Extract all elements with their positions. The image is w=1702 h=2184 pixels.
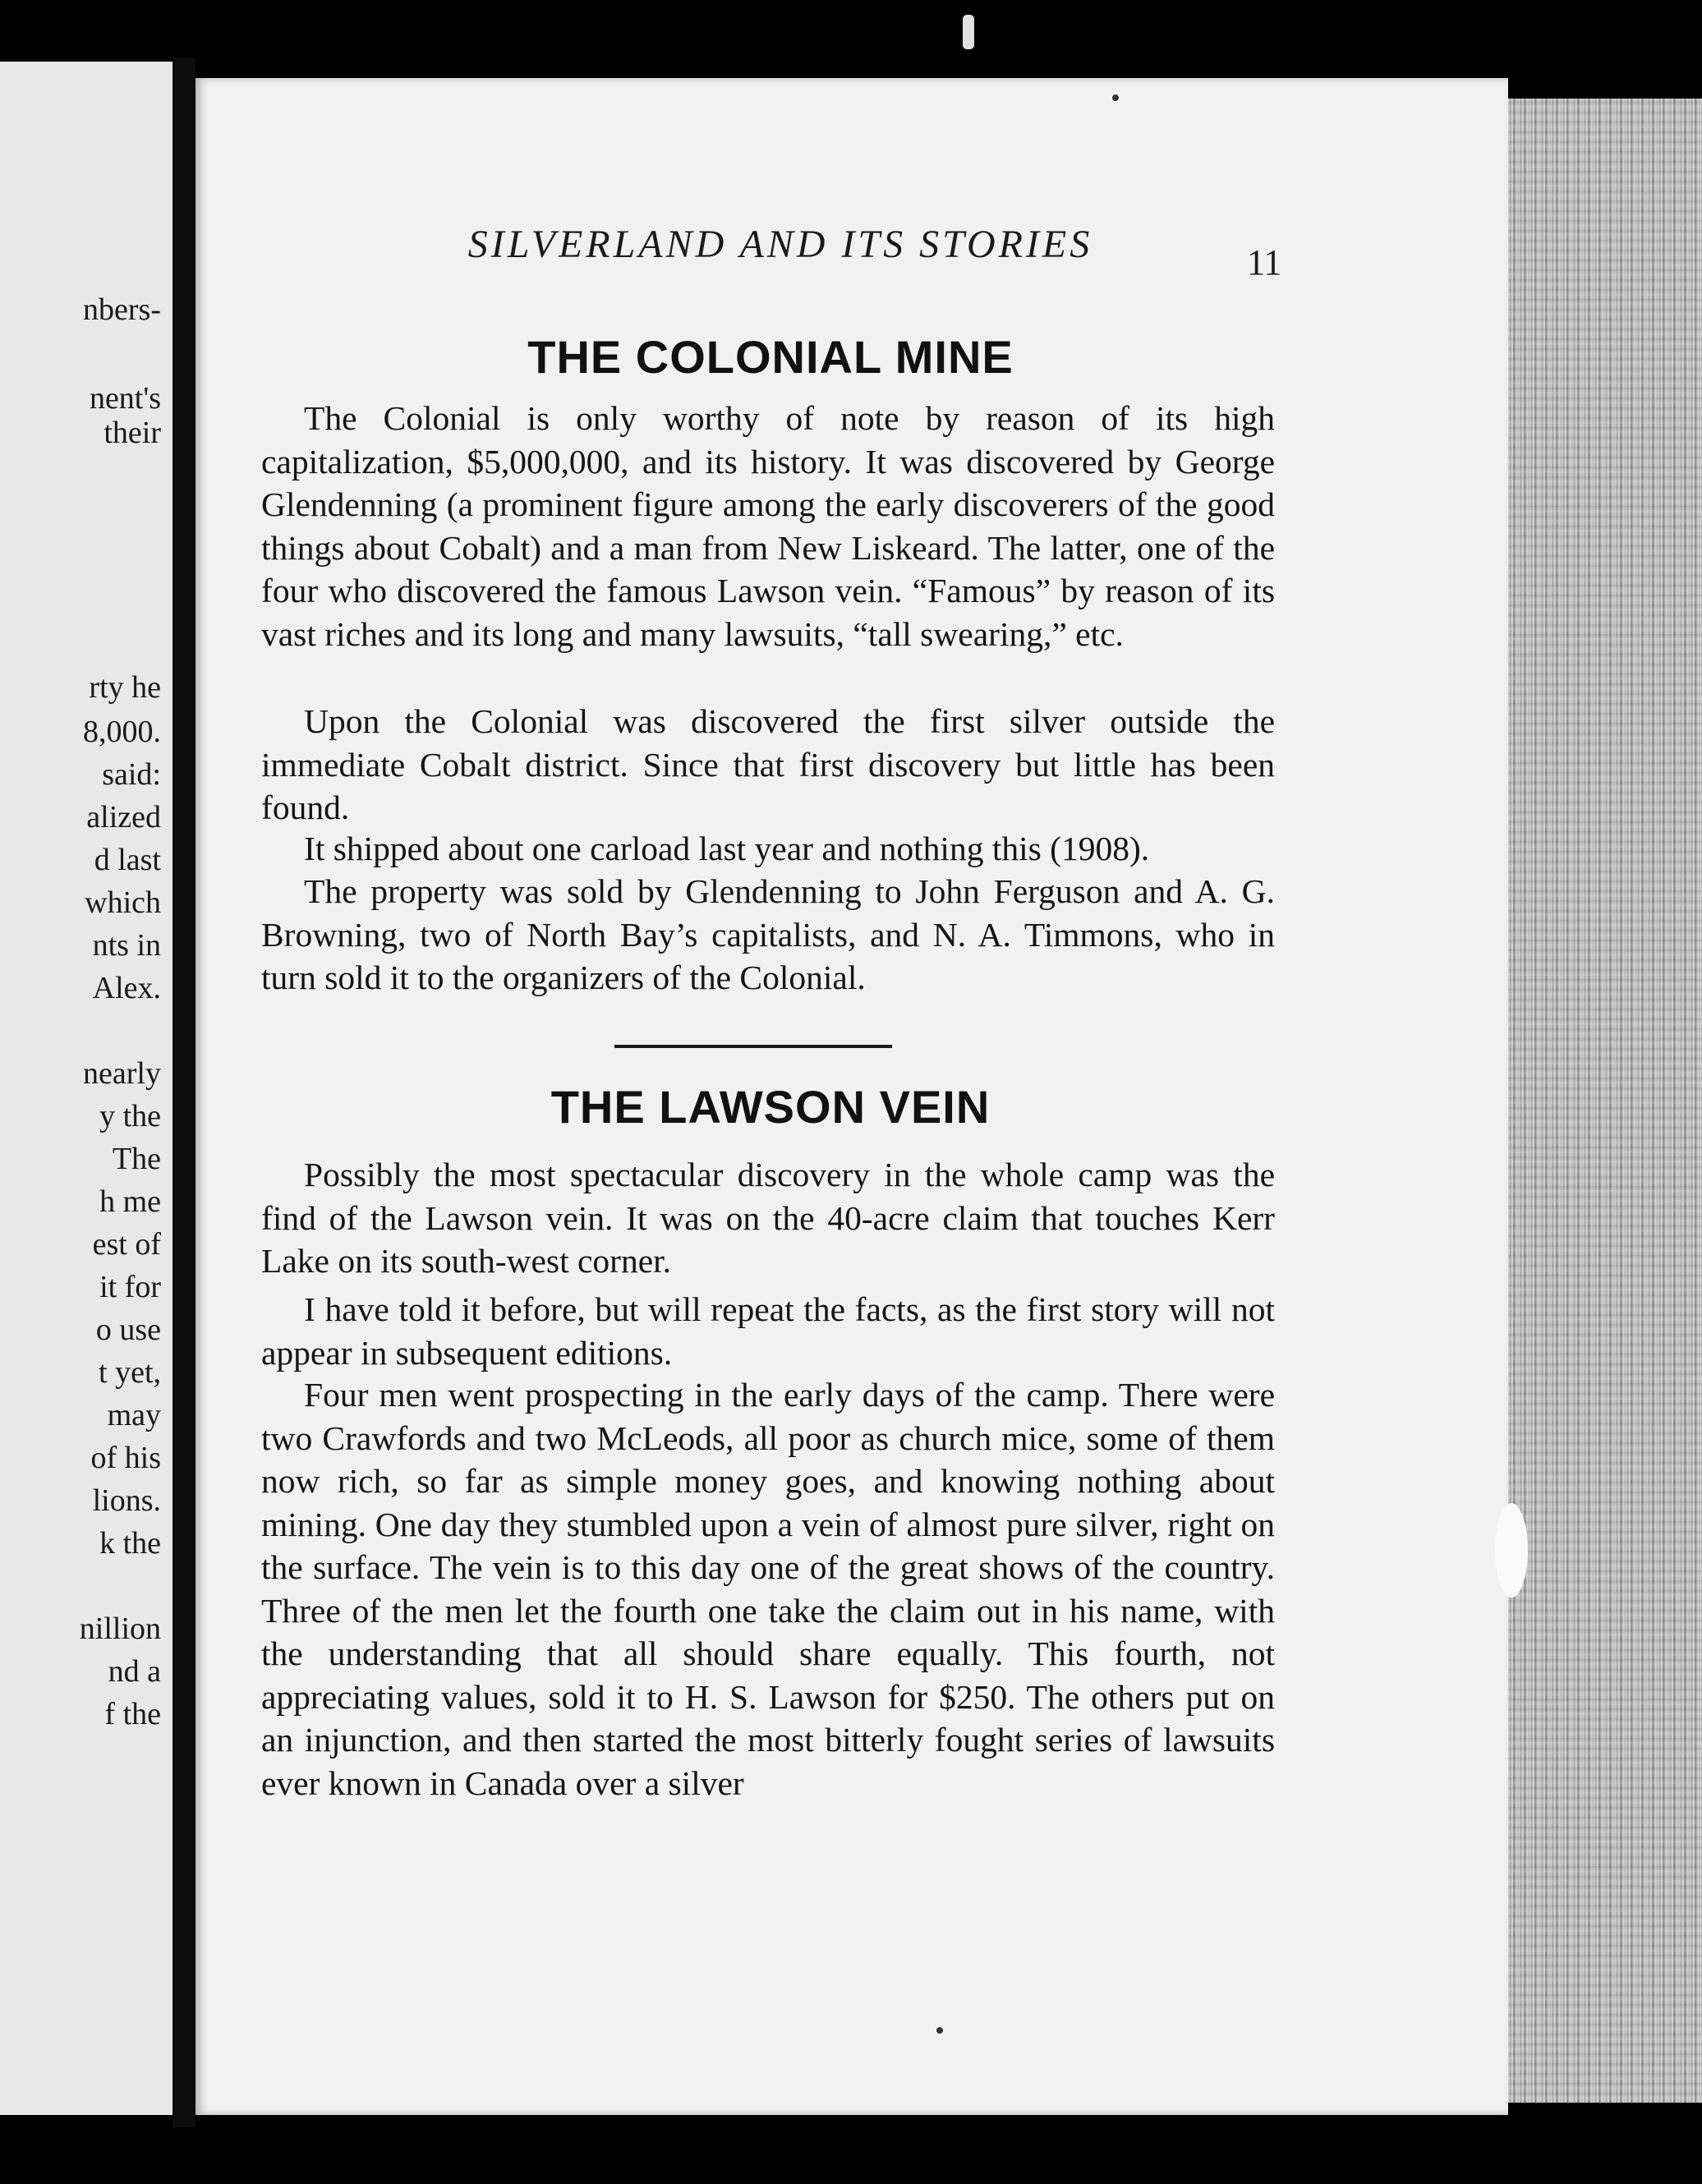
section-title-lawson-vein: THE LAWSON VEIN — [550, 1081, 991, 1133]
left-page-fragment: it for — [99, 1270, 161, 1304]
left-page-fragment: may — [107, 1398, 161, 1432]
paragraph: It shipped about one carload last year and nothing this (1908). — [304, 830, 1150, 867]
scan-artifact-spot — [1495, 1503, 1528, 1598]
left-page-fragment: nillion — [79, 1612, 161, 1646]
left-page-fragment: nearly — [83, 1056, 161, 1091]
left-page-fragment: The — [112, 1142, 161, 1176]
left-page-fragment: rty he — [89, 670, 161, 705]
left-page-fragment: their — [104, 416, 161, 450]
left-page-fragment: o use — [95, 1313, 161, 1347]
section-title-colonial-mine: THE COLONIAL MINE — [527, 331, 1014, 383]
left-page-fragment: y the — [99, 1099, 161, 1133]
left-page-fragment: k the — [99, 1526, 161, 1561]
scan-speck — [1112, 94, 1119, 101]
paragraph: Four men went prospecting in the early days of the camp. There were two Crawfords and two McLeods, all poor as church mice, some of them now rich, so far as simple money goes, and knowing nothing about mining. One day they stumbled upon a vein of almost pure silver, right on the surface. The vein is to this day one of the great shows of the country. Three of the men let the fourth one take the claim out in his name, with the understanding that all should share equally. This fourth, not appreciating values, sold it to H. S. Lawson for $250. The others put on an injunction, and then started the most bitterly fought series of lawsuits ever known in Canada over a silver — [261, 1376, 1275, 1802]
paragraph: Upon the Colonial was discovered the first silver outside the immediate Cobalt district. Since that first discovery but little has been found. — [261, 702, 1275, 826]
paragraph: The Colonial is only worthy of note by reason of its high capitalization, $5,000,000, and its history. It was discovered by George Glendenning (a prominent figure among the early discoverers of the good things about Cobalt) and a man from New Liskeard. The latter, one of the four who discovered the famous Lawson vein. “Famous” by reason of its vast riches and its long and many lawsuits, “tall swearing,” etc. — [261, 399, 1275, 653]
left-page-fragment: Alex. — [92, 971, 161, 1005]
left-page-fragment: alized — [86, 800, 161, 835]
book-gutter — [172, 57, 196, 2127]
section-divider — [614, 1045, 892, 1048]
left-page-fragment: which — [85, 885, 161, 920]
left-page-fragment: nbers- — [83, 292, 161, 327]
left-page-fragment: f the — [104, 1697, 161, 1731]
left-page-fragment: est of — [92, 1227, 161, 1262]
left-page-fragment: nent's — [89, 381, 161, 416]
left-page-fragment: said: — [102, 757, 161, 792]
scan-speck — [936, 2027, 943, 2034]
left-facing-page — [0, 62, 172, 2115]
left-page-fragment: t yet, — [99, 1355, 161, 1390]
left-page-fragment: lions. — [92, 1483, 161, 1518]
scan-artifact-mark — [963, 15, 974, 49]
running-head: SILVERLAND AND ITS STORIES — [467, 223, 1093, 266]
left-page-fragment: d last — [94, 843, 161, 877]
paragraph: Possibly the most spectacular discovery in the whole camp was the find of the Lawson vein. It was on the 40-acre claim that touches Kerr Lake on its south-west corner. — [261, 1156, 1275, 1280]
page-number: 11 — [1247, 242, 1282, 283]
paragraph: I have told it before, but will repeat the facts, as the first story will not appear in subsequent editions. — [261, 1290, 1275, 1372]
left-page-fragment: nd a — [108, 1654, 161, 1689]
left-page-fragment: of his — [90, 1441, 161, 1475]
left-page-fragment: h me — [99, 1184, 161, 1219]
left-page-fragment: nts in — [92, 928, 161, 963]
page-edges — [1508, 99, 1702, 2103]
left-page-fragment: 8,000. — [83, 715, 161, 749]
paragraph: The property was sold by Glendenning to John Ferguson and A. G. Browning, two of North Bay’s capitalists, and N. A. Timmons, who in turn sold it to the organizers of the Colonial. — [261, 872, 1275, 996]
